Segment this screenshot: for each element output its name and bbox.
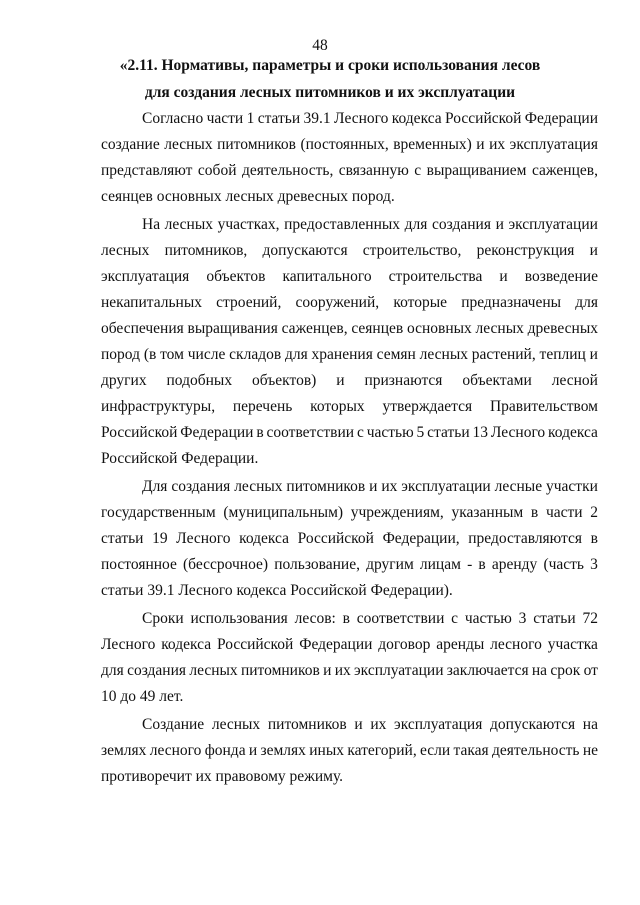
paragraph-3-line-2: [101, 504, 598, 522]
page-number: 48: [312, 37, 328, 54]
word: (муниципальным): [223, 504, 344, 521]
word: лесные: [494, 478, 543, 495]
word: участках,: [217, 216, 280, 233]
word: которых: [310, 398, 365, 415]
word: лицам: [419, 556, 461, 573]
word: с: [356, 424, 364, 441]
paragraph-4-line-4: 10 до 49 лет.: [101, 688, 184, 705]
word: аренды: [436, 636, 485, 653]
paragraph-2-line-9: [101, 424, 598, 442]
word: (часть: [543, 556, 584, 573]
paragraph-3-line-1: [142, 478, 598, 496]
section-heading-line-2: для создания лесных питомников и их эксплуатации: [144, 84, 516, 101]
paragraph-1-line-3: [101, 162, 598, 180]
paragraph-4-line-3: [101, 662, 598, 680]
word: лесных: [164, 216, 214, 233]
word: такая: [453, 742, 489, 759]
word: Российской: [445, 110, 522, 127]
word: Лесного: [101, 636, 156, 653]
word: статьи: [257, 110, 301, 127]
word: (в: [143, 346, 157, 363]
word: сеянцев: [351, 320, 404, 337]
word: инфраструктуры,: [101, 398, 216, 415]
word: их: [370, 716, 387, 733]
word: части: [206, 110, 244, 127]
word: и: [495, 216, 504, 233]
word: возведение: [524, 268, 598, 285]
word: саженцев,: [281, 320, 348, 337]
paragraph-2-line-1: [142, 216, 598, 234]
word: в: [590, 530, 598, 547]
word: признаются: [364, 372, 443, 389]
word: питомников: [286, 478, 366, 495]
word: некапитальных: [101, 294, 202, 311]
word: статьи: [101, 530, 144, 547]
word: лесных: [164, 136, 213, 153]
word: семян: [376, 346, 416, 363]
word: подобных: [166, 372, 233, 389]
word: кодекса: [391, 110, 442, 127]
section-heading-line-1: «2.11. Нормативы, параметры и сроки использования лесов: [119, 57, 541, 74]
word: саженцев,: [531, 162, 598, 179]
word: в: [478, 556, 486, 573]
word: и: [369, 478, 378, 495]
word: лесных: [189, 662, 238, 679]
word: 13: [472, 424, 488, 441]
word: Лесного: [176, 530, 231, 547]
word: указанным: [451, 504, 524, 521]
word: и: [354, 716, 363, 733]
word: договор: [378, 636, 431, 653]
word: Правительством: [489, 398, 598, 415]
word: числе: [187, 346, 226, 363]
word: Федерации,: [382, 530, 460, 547]
word: и: [589, 346, 598, 363]
word: статьи: [533, 610, 576, 627]
word: Федерации: [299, 636, 373, 653]
paragraph-2-line-3: [101, 268, 598, 286]
word: эксплуатации: [354, 662, 444, 679]
word: в: [530, 504, 539, 521]
word: их: [381, 478, 398, 495]
word: 72: [582, 610, 598, 627]
word: предоставляются: [468, 530, 583, 547]
word: эксплуатация: [509, 136, 598, 153]
paragraph-2-line-8: [101, 398, 598, 416]
word: (бессрочное): [183, 556, 269, 573]
word: лесных: [101, 242, 150, 259]
word: питомников,: [164, 242, 248, 259]
word: Российской: [216, 636, 294, 653]
paragraph-5-line-1: [142, 716, 598, 734]
word: 19: [152, 530, 168, 547]
word: категорий,: [347, 742, 417, 759]
word: соответствии: [266, 424, 355, 441]
word: лесных: [211, 716, 261, 733]
word: Федерации: [524, 110, 598, 127]
paragraph-4-line-1: [142, 610, 598, 628]
word: утверждается: [382, 398, 473, 415]
paragraph-2-line-7: [101, 372, 598, 390]
word: представляют: [101, 162, 193, 179]
word: Лесного: [334, 110, 389, 127]
word: 1: [246, 110, 255, 127]
word: 3: [590, 556, 598, 573]
word: капитального: [282, 268, 372, 285]
word: частью: [464, 610, 512, 627]
paragraph-2-line-4: [101, 294, 598, 312]
word: других: [101, 372, 147, 389]
word: учреждениям,: [350, 504, 444, 521]
paragraph-2-line-5: [101, 320, 598, 338]
word: лесной: [551, 372, 598, 389]
word: объектов: [206, 268, 266, 285]
word: том: [160, 346, 184, 363]
word: лесных: [234, 478, 283, 495]
word: землях: [101, 742, 147, 759]
word: аренду: [491, 556, 538, 573]
paragraph-1-line-4: сеянцев основных лесных древесных пород.: [101, 188, 395, 205]
word: Лесного: [490, 424, 546, 441]
word: и: [248, 742, 258, 759]
word: кодекса: [161, 636, 212, 653]
word: которые: [393, 294, 447, 311]
word: и: [336, 372, 345, 389]
word: выращиванием: [426, 162, 527, 179]
word: и: [589, 242, 598, 259]
word: -: [467, 556, 473, 573]
paragraph-1-line-1: [142, 110, 598, 128]
word: для: [575, 294, 598, 311]
word: на: [531, 662, 548, 679]
word: в: [256, 424, 264, 441]
word: строительства: [388, 268, 483, 285]
word: допускаются: [262, 242, 348, 259]
word: соответствии: [356, 610, 445, 627]
word: 5: [416, 424, 425, 441]
word: лесного: [490, 636, 542, 653]
paragraph-2-line-10: Российской Федерации.: [101, 450, 259, 467]
word: перечень: [232, 398, 293, 415]
word: их: [334, 662, 351, 679]
word: и: [323, 662, 332, 679]
word: Российской: [101, 424, 178, 441]
word: кодекса: [239, 530, 289, 547]
word: Создание: [142, 716, 205, 733]
word: временных): [393, 136, 472, 153]
word: и: [476, 136, 485, 153]
word: от: [583, 662, 598, 679]
word: эксплуатация: [101, 268, 190, 285]
word: создания: [127, 662, 187, 679]
word: землях: [260, 742, 306, 759]
word: создания: [432, 216, 491, 233]
word: объектами: [462, 372, 532, 389]
word: Сроки: [142, 610, 184, 627]
word: срок: [550, 662, 581, 679]
paragraph-5-line-2: [101, 742, 598, 760]
word: растений,: [471, 346, 536, 363]
word: с: [451, 610, 459, 627]
word: эксплуатация: [394, 716, 483, 733]
word: основных: [406, 320, 472, 337]
paragraph-3-line-5: статьи 39.1 Лесного кодекса Российской Федерации).: [101, 582, 453, 599]
word: (постоянных,: [300, 136, 389, 153]
word: частью: [366, 424, 414, 441]
word: сооружений,: [295, 294, 380, 311]
word: для: [284, 346, 308, 363]
word: государственным: [101, 504, 216, 521]
word: выращивания: [187, 320, 278, 337]
word: с: [414, 162, 422, 179]
word: иных: [309, 742, 345, 759]
word: Федерации: [180, 424, 254, 441]
paragraph-5-line-3: противоречит их правовому режиму.: [101, 768, 344, 785]
word: Согласно: [142, 110, 204, 127]
word: лесного: [149, 742, 202, 759]
word: пользование,: [274, 556, 360, 573]
word: обеспечения: [101, 320, 184, 337]
word: постоянное: [101, 556, 177, 573]
paragraph-1-line-2: [101, 136, 598, 154]
word: лесных: [475, 320, 524, 337]
word: собой: [197, 162, 237, 179]
word: 39.1: [303, 110, 331, 127]
word: складов: [229, 346, 282, 363]
word: эксплуатации: [401, 478, 491, 495]
word: не: [582, 742, 598, 759]
word: питомников: [240, 662, 320, 679]
word: их: [489, 136, 506, 153]
word: реконструкция: [476, 242, 575, 259]
word: участка: [547, 636, 598, 653]
word: Российской: [297, 530, 374, 547]
paragraph-2-line-2: [101, 242, 598, 260]
word: для: [101, 662, 124, 679]
word: эксплуатации: [508, 216, 598, 233]
word: 3: [518, 610, 527, 627]
paragraph-4-line-2: [101, 636, 598, 654]
word: На: [142, 216, 161, 233]
word: фонда: [204, 742, 246, 759]
word: строений,: [216, 294, 282, 311]
word: использования: [190, 610, 288, 627]
paragraph-3-line-4: [101, 556, 598, 574]
word: теплиц: [539, 346, 586, 363]
word: древесных: [527, 320, 598, 337]
word: питомников: [217, 136, 296, 153]
word: Для: [142, 478, 168, 495]
word: создания: [171, 478, 231, 495]
word: другим: [366, 556, 414, 573]
word: лесов:: [294, 610, 336, 627]
word: кодекса: [548, 424, 598, 441]
word: в: [342, 610, 350, 627]
word: предназначены: [461, 294, 562, 311]
paragraph-2-line-6: [101, 346, 598, 364]
word: деятельность,: [241, 162, 334, 179]
word: объектов): [252, 372, 317, 389]
word: хранения: [311, 346, 373, 363]
word: связанную: [338, 162, 409, 179]
word: на: [582, 716, 598, 733]
word: строительство,: [362, 242, 462, 259]
word: части: [545, 504, 583, 521]
word: питомников: [267, 716, 347, 733]
word: лесных: [419, 346, 468, 363]
word: заключается: [446, 662, 529, 679]
word: участки: [545, 478, 598, 495]
word: для: [404, 216, 428, 233]
word: если: [420, 742, 451, 759]
word: и: [499, 268, 508, 285]
word: создание: [101, 136, 160, 153]
word: допускаются: [490, 716, 576, 733]
word: деятельность: [491, 742, 580, 759]
word: предоставленных: [284, 216, 401, 233]
word: статьи: [427, 424, 470, 441]
word: 2: [590, 504, 598, 521]
word: пород: [101, 346, 140, 363]
paragraph-3-line-3: [101, 530, 598, 548]
